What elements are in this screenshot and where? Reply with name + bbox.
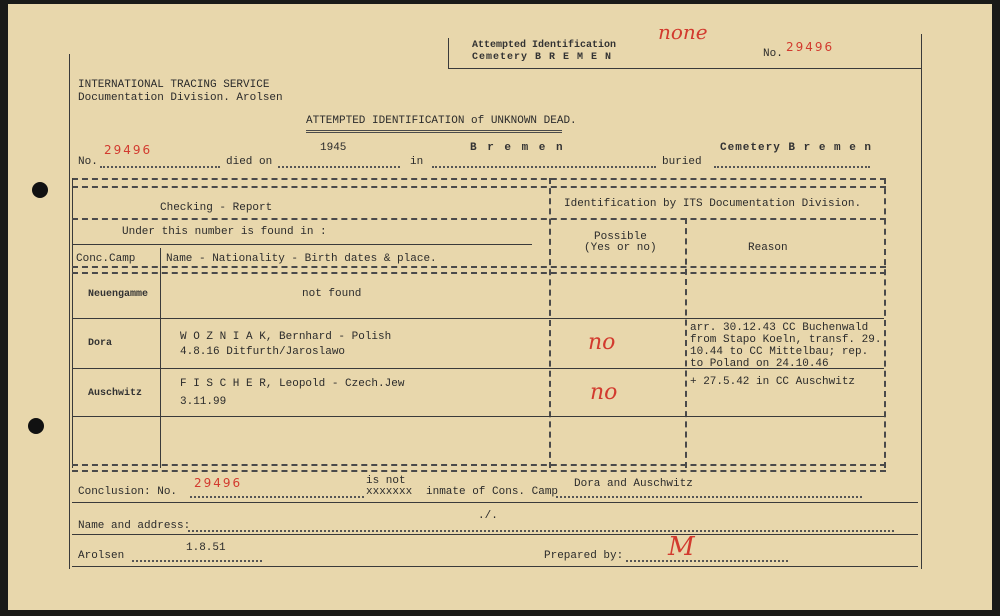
table-bottom	[72, 464, 886, 466]
conclusion-label: Conclusion: No.	[78, 486, 178, 498]
conclusion-inmate: inmate of Cons. Camp	[426, 486, 559, 498]
footer-rule	[72, 566, 918, 567]
title-underline	[306, 130, 562, 133]
top-no-value: 29496	[786, 40, 835, 54]
row-line-under	[72, 244, 532, 245]
prepared-dots	[626, 560, 788, 562]
handwritten-none: none	[658, 20, 708, 44]
no-value: 29496	[104, 143, 153, 157]
org-name: INTERNATIONAL TRACING SERVICE	[78, 79, 270, 91]
row3-birth: 3.11.99	[180, 396, 227, 408]
attempted-stamp: Attempted Identification	[472, 40, 617, 51]
footer-date: 1.8.51	[186, 542, 226, 554]
row2-camp: Dora	[88, 338, 113, 349]
in-dots	[432, 166, 656, 168]
punch-hole-top	[32, 182, 48, 198]
top-no-label: No.	[763, 48, 783, 60]
footer-place: Arolsen	[78, 550, 125, 562]
row1-camp: Neuengamme	[88, 289, 149, 300]
row2-reason-4: to Poland on 24.10.46	[690, 358, 829, 370]
camp-column-header: Conc.Camp	[76, 253, 136, 265]
prepared-label: Prepared by:	[544, 550, 624, 562]
table-right	[884, 178, 886, 468]
table-left	[72, 178, 73, 468]
name-address-dots	[188, 530, 894, 532]
row3-name: F I S C H E R, Leopold - Czech.Jew	[180, 378, 405, 390]
buried-value: Cemetery B r e m e n	[720, 142, 873, 154]
stamp-box-bottom	[448, 68, 921, 69]
table-top-2	[72, 186, 886, 188]
no-dots	[100, 166, 220, 168]
row2-reason-2: from Stapo Koeln, transf. 29.	[690, 334, 882, 346]
name-address-label: Name and address:	[78, 520, 191, 532]
under-header: Under this number is found in :	[122, 226, 327, 238]
row-line-checking	[72, 218, 886, 220]
name-address-value: ./.	[478, 510, 498, 522]
footer-date-dots	[132, 560, 262, 562]
row-line-3	[72, 416, 884, 417]
frame-right	[921, 34, 922, 569]
in-label: in	[410, 156, 424, 168]
buried-label: buried	[662, 156, 702, 168]
row2-reason-1: arr. 30.12.43 CC Buchenwald	[690, 322, 869, 334]
table-top	[72, 178, 886, 180]
reason-header: Reason	[748, 242, 788, 254]
yes-no-header: (Yes or no)	[584, 242, 657, 254]
row3-possible: no	[590, 380, 618, 405]
conclusion-no-value: 29496	[194, 476, 243, 490]
conclusion-struck: xxxxxxx	[366, 486, 413, 498]
cemetery-stamp: Cemetery B R E M E N	[472, 52, 613, 63]
name-address-rule	[72, 534, 918, 535]
page-title: ATTEMPTED IDENTIFICATION of UNKNOWN DEAD.	[306, 115, 577, 127]
document-card	[8, 4, 992, 610]
conclusion-camp-dots	[556, 496, 862, 498]
frame-left	[69, 54, 70, 569]
row-line-cols-2	[72, 272, 886, 274]
division-name: Documentation Division. Arolsen	[78, 92, 283, 104]
row3-camp: Auschwitz	[88, 388, 143, 399]
possible-header: Possible	[594, 231, 647, 243]
row2-name: W O Z N I A K, Bernhard - Polish	[180, 331, 392, 343]
conclusion-no-dots	[190, 496, 364, 498]
died-label: died on	[226, 156, 273, 168]
conclusion-camps: Dora and Auschwitz	[574, 478, 693, 490]
row2-reason-3: 10.44 to CC Mittelbau; rep.	[690, 346, 869, 358]
row3-reason-1: + 27.5.42 in CC Auschwitz	[690, 376, 856, 388]
row2-birth: 4.8.16 Ditfurth/Jaroslawo	[180, 346, 346, 358]
died-value: 1945	[320, 142, 347, 154]
stamp-box-left	[448, 38, 449, 68]
conclusion-is-not: is not	[366, 475, 406, 487]
row2-possible: no	[588, 330, 616, 355]
col-div-reason	[685, 218, 687, 468]
col-div-name	[160, 248, 161, 468]
col-div-ident	[549, 178, 551, 468]
no-label: No.	[78, 156, 98, 168]
identification-header: Identification by ITS Documentation Division.	[564, 198, 862, 210]
row1-name: not found	[302, 288, 362, 300]
row-line-cols	[72, 266, 886, 268]
checking-header: Checking - Report	[160, 202, 273, 214]
row-line-1	[72, 318, 884, 319]
buried-dots	[714, 166, 870, 168]
table-bottom-2	[72, 470, 886, 472]
punch-hole-bottom	[28, 418, 44, 434]
name-column-header: Name - Nationality - Birth dates & place.	[166, 253, 437, 265]
died-dots	[278, 166, 400, 168]
conclusion-rule	[72, 502, 918, 503]
in-value: B r e m e n	[470, 142, 565, 154]
prepared-signature: M	[668, 532, 695, 562]
